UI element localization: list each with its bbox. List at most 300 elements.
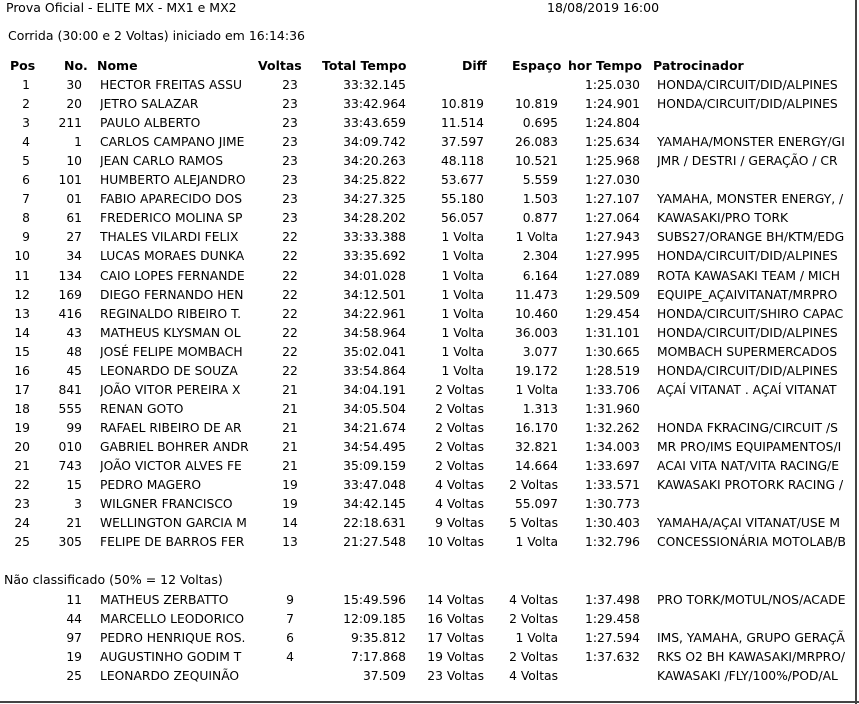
- cell-diff: 1 Volta: [441, 287, 484, 302]
- cell-total-time: 35:02.041: [343, 344, 406, 359]
- cell-gap: 10.521: [514, 154, 558, 169]
- table-row: [0, 286, 855, 305]
- cell-name: MARCELLO LEODORICO: [100, 612, 245, 627]
- table-row: [0, 648, 855, 667]
- cell-diff: 4 Voltas: [435, 478, 484, 493]
- cell-name: JOÃO VICTOR ALVES FE: [100, 459, 242, 473]
- cell-diff: 53.677: [440, 173, 484, 188]
- cell-pos: 16: [14, 363, 30, 378]
- cell-name: CAIO LOPES FERNANDE: [100, 268, 245, 283]
- cell-laps: 21: [282, 439, 298, 454]
- cell-name: FABIO APARECIDO DOS: [100, 192, 242, 207]
- cell-name: HECTOR FREITAS ASSU: [100, 78, 242, 92]
- report-datetime: 18/08/2019 16:00: [547, 0, 660, 15]
- cell-total-time: 34:04.191: [343, 382, 406, 397]
- not-classified-heading: Não classificado (50% = 12 Voltas): [4, 572, 223, 587]
- cell-no: 3: [74, 497, 82, 512]
- cell-sponsor: SUBS27/ORANGE BH/KTM/EDG: [657, 230, 845, 245]
- cell-pos: 25: [14, 535, 30, 550]
- cell-name: MATHEUS ZERBATTO: [100, 593, 229, 607]
- cell-sponsor: YAMAHA/AÇAI VITANAT/USE M: [657, 516, 840, 531]
- cell-best-lap: 1:33.706: [585, 382, 640, 397]
- cell-gap: 10.460: [514, 306, 558, 321]
- cell-name: JEAN CARLO RAMOS: [100, 154, 224, 169]
- cell-total-time: 34:28.202: [343, 211, 406, 226]
- cell-gap: 55.097: [514, 497, 558, 512]
- cell-laps: 19: [282, 478, 298, 493]
- table-row: [0, 343, 855, 362]
- cell-no: 841: [58, 382, 82, 397]
- cell-best-lap: 1:30.665: [585, 344, 640, 359]
- cell-pos: 2: [22, 97, 30, 112]
- cell-pos: 7: [22, 192, 30, 207]
- cell-total-time: 34:42.145: [343, 497, 406, 512]
- cell-pos: 14: [14, 325, 30, 340]
- cell-laps: 22: [282, 306, 298, 321]
- cell-diff: 48.118: [440, 154, 484, 169]
- cell-pos: 10: [14, 249, 30, 264]
- cell-diff: 10.819: [440, 97, 484, 112]
- table-row: [0, 591, 855, 610]
- cell-name: REGINALDO RIBEIRO T.: [100, 306, 242, 321]
- cell-name: GABRIEL BOHRER ANDR: [100, 439, 249, 454]
- cell-total-time: 21:27.548: [343, 535, 406, 550]
- cell-laps: 23: [282, 173, 298, 188]
- cell-no: 30: [66, 78, 82, 92]
- cell-laps: 23: [282, 97, 298, 112]
- cell-name: PAULO ALBERTO: [100, 116, 201, 131]
- table-row: [0, 476, 855, 495]
- cell-sponsor: HONDA/CIRCUIT/DID/ALPINES: [657, 97, 838, 112]
- cell-sponsor: JMR / DESTRI / GERAÇÃO / CR: [657, 154, 838, 169]
- cell-total-time: 7:17.868: [351, 650, 406, 665]
- cell-pos: 24: [14, 516, 30, 531]
- cell-no: 169: [58, 287, 82, 302]
- cell-total-time: 33:35.692: [343, 249, 406, 264]
- table-row: [0, 95, 855, 114]
- table-row: [0, 209, 855, 228]
- cell-pos: 17: [14, 382, 30, 397]
- table-row: [0, 152, 855, 171]
- cell-diff: 2 Voltas: [435, 439, 484, 454]
- cell-no: 19: [66, 650, 82, 665]
- col-best-lap: hor Tempo: [568, 58, 642, 73]
- cell-diff: 1 Volta: [441, 344, 484, 359]
- table-row: [0, 667, 855, 686]
- cell-diff: 4 Voltas: [435, 497, 484, 512]
- cell-sponsor: HONDA FKRACING/CIRCUIT /S: [657, 420, 838, 435]
- cell-sponsor: CONCESSIONÁRIA MOTOLAB/B: [657, 535, 846, 550]
- cell-total-time: 34:21.674: [343, 420, 406, 435]
- cell-pos: 19: [14, 420, 30, 435]
- bottom-border: [0, 701, 859, 703]
- cell-sponsor: HONDA/CIRCUIT/DID/ALPINES: [657, 78, 838, 92]
- table-row: [0, 457, 855, 476]
- cell-total-time: 34:12.501: [343, 287, 406, 302]
- cell-sponsor: HONDA/CIRCUIT/DID/ALPINES: [657, 249, 838, 264]
- cell-total-time: 34:54.495: [343, 439, 406, 454]
- cell-diff: 2 Voltas: [435, 401, 484, 416]
- cell-diff: 1 Volta: [441, 325, 484, 340]
- cell-no: 134: [58, 268, 82, 283]
- cell-laps: 23: [282, 116, 298, 131]
- cell-no: 48: [66, 344, 82, 359]
- cell-gap: 1.503: [522, 192, 558, 207]
- cell-sponsor: EQUIPE_AÇAIVITANAT/MRPRO: [657, 287, 838, 302]
- cell-diff: 1 Volta: [441, 249, 484, 264]
- cell-total-time: 12:09.185: [343, 612, 406, 627]
- cell-total-time: 34:01.028: [343, 268, 406, 283]
- cell-best-lap: 1:27.995: [585, 249, 640, 264]
- cell-gap: 0.877: [522, 211, 558, 226]
- table-row: [0, 267, 855, 286]
- cell-diff: 9 Voltas: [435, 516, 484, 531]
- table-row: [0, 171, 855, 190]
- cell-no: 27: [66, 230, 82, 245]
- cell-laps: 23: [282, 135, 298, 150]
- cell-best-lap: 1:34.003: [585, 439, 640, 454]
- cell-best-lap: 1:37.632: [585, 650, 640, 665]
- cell-no: 34: [66, 249, 82, 264]
- cell-total-time: 22:18.631: [343, 516, 406, 531]
- cell-sponsor: YAMAHA, MONSTER ENERGY, /: [657, 192, 844, 207]
- cell-diff: 1 Volta: [441, 268, 484, 283]
- cell-laps: 19: [282, 497, 298, 512]
- cell-total-time: 34:27.325: [343, 192, 406, 207]
- cell-diff: 1 Volta: [441, 306, 484, 321]
- table-row: [0, 324, 855, 343]
- cell-laps: 14: [282, 516, 298, 531]
- cell-diff: 1 Volta: [441, 363, 484, 378]
- cell-gap: 1 Volta: [515, 535, 558, 550]
- cell-laps: 22: [282, 363, 298, 378]
- cell-laps: 22: [282, 230, 298, 245]
- cell-sponsor: MR PRO/IMS EQUIPAMENTOS/I: [657, 439, 842, 454]
- cell-gap: 4 Voltas: [509, 669, 558, 684]
- cell-gap: 2 Voltas: [509, 612, 558, 627]
- cell-no: 555: [58, 401, 82, 416]
- cell-laps: 7: [286, 612, 294, 627]
- cell-sponsor: KAWASAKI PROTORK RACING /: [657, 478, 844, 493]
- cell-pos: 9: [22, 230, 30, 245]
- cell-total-time: 37.509: [362, 669, 406, 684]
- cell-sponsor: HONDA/CIRCUIT/SHIRO CAPAC: [657, 306, 844, 321]
- cell-total-time: 33:33.388: [343, 230, 406, 245]
- table-row: [0, 381, 855, 400]
- table-row: [0, 133, 855, 152]
- cell-laps: 23: [282, 78, 298, 92]
- cell-gap: 2 Voltas: [509, 650, 558, 665]
- cell-best-lap: 1:27.030: [585, 173, 640, 188]
- cell-name: PEDRO MAGERO: [100, 478, 202, 493]
- cell-no: 20: [66, 97, 82, 112]
- cell-best-lap: 1:27.064: [585, 211, 640, 226]
- cell-no: 10: [66, 154, 82, 169]
- table-row: [0, 400, 855, 419]
- cell-gap: 4 Voltas: [509, 593, 558, 607]
- cell-best-lap: 1:25.030: [585, 78, 640, 92]
- cell-sponsor: KAWASAKI/PRO TORK: [657, 211, 789, 226]
- cell-best-lap: 1:33.571: [585, 478, 640, 493]
- cell-gap: 16.170: [514, 420, 558, 435]
- cell-best-lap: 1:25.968: [585, 154, 640, 169]
- cell-best-lap: 1:27.107: [585, 192, 640, 207]
- cell-gap: 32.821: [514, 439, 558, 454]
- cell-no: 101: [58, 173, 82, 188]
- cell-no: 743: [58, 459, 82, 473]
- table-row: [0, 495, 855, 514]
- cell-no: 43: [66, 325, 82, 340]
- cell-name: JOSÉ FELIPE MOMBACH: [100, 344, 243, 359]
- col-gap: Espaço: [512, 58, 562, 73]
- cell-diff: 17 Voltas: [427, 631, 484, 646]
- cell-name: LEONARDO ZEQUINÃO: [100, 669, 240, 684]
- cell-laps: 22: [282, 287, 298, 302]
- cell-laps: 21: [282, 382, 298, 397]
- cell-sponsor: IMS, YAMAHA, GRUPO GERAÇÃ: [657, 631, 845, 646]
- cell-laps: 6: [286, 631, 294, 646]
- cell-pos: 20: [14, 439, 30, 454]
- cell-best-lap: 1:24.804: [585, 116, 640, 131]
- cell-name: PEDRO HENRIQUE ROS.: [100, 631, 246, 646]
- cell-no: 25: [66, 669, 82, 684]
- cell-sponsor: RKS O2 BH KAWASAKI/MRPRO/: [657, 650, 846, 665]
- table-row: [0, 362, 855, 381]
- cell-name: WILGNER FRANCISCO: [100, 497, 233, 512]
- cell-best-lap: 1:25.634: [585, 135, 640, 150]
- cell-laps: 22: [282, 249, 298, 264]
- cell-gap: 19.172: [514, 363, 558, 378]
- cell-total-time: 34:58.964: [343, 325, 406, 340]
- cell-name: JOÃO VITOR PEREIRA X: [100, 382, 241, 397]
- cell-gap: 1.313: [522, 401, 558, 416]
- cell-gap: 14.664: [514, 459, 558, 473]
- cell-name: DIEGO FERNANDO HEN: [100, 287, 244, 302]
- cell-name: FREDERICO MOLINA SP: [100, 211, 243, 226]
- cell-gap: 1 Volta: [515, 382, 558, 397]
- cell-laps: 23: [282, 192, 298, 207]
- cell-diff: 1 Volta: [441, 230, 484, 245]
- table-row: [0, 114, 855, 133]
- cell-laps: 23: [282, 154, 298, 169]
- cell-laps: 21: [282, 401, 298, 416]
- cell-diff: 11.514: [440, 116, 484, 131]
- cell-name: CARLOS CAMPANO JIME: [100, 135, 245, 150]
- col-laps: Voltas: [258, 58, 302, 73]
- cell-gap: 2 Voltas: [509, 478, 558, 493]
- col-no: No.: [64, 58, 88, 73]
- cell-best-lap: 1:29.509: [585, 287, 640, 302]
- cell-total-time: 34:20.263: [343, 154, 406, 169]
- cell-laps: 21: [282, 459, 298, 473]
- cell-name: RENAN GOTO: [100, 401, 184, 416]
- cell-no: 11: [66, 593, 82, 607]
- cell-sponsor: KAWASAKI /FLY/100%/POD/AL: [657, 669, 838, 684]
- cell-pos: 8: [22, 211, 30, 226]
- cell-best-lap: 1:33.697: [585, 459, 640, 473]
- cell-no: 010: [58, 439, 82, 454]
- cell-gap: 2.304: [522, 249, 558, 264]
- cell-sponsor: ACAI VITA NAT/VITA RACING/E: [657, 459, 839, 473]
- cell-total-time: 34:09.742: [343, 135, 406, 150]
- race-info: Corrida (30:00 e 2 Voltas) iniciado em 16:14:36: [8, 28, 305, 43]
- table-row: [0, 610, 855, 629]
- cell-laps: 23: [282, 211, 298, 226]
- cell-pos: 3: [22, 116, 30, 131]
- cell-pos: 18: [14, 401, 30, 416]
- cell-total-time: 33:42.964: [343, 97, 406, 112]
- cell-total-time: 33:54.864: [343, 363, 406, 378]
- col-sponsor: Patrocinador: [653, 58, 744, 73]
- cell-gap: 3.077: [522, 344, 558, 359]
- cell-gap: 26.083: [514, 135, 558, 150]
- cell-name: THALES VILARDI FELIX: [100, 230, 239, 245]
- cell-best-lap: 1:24.901: [585, 97, 640, 112]
- cell-name: HUMBERTO ALEJANDRO: [100, 173, 246, 188]
- cell-no: 45: [66, 363, 82, 378]
- cell-gap: 36.003: [514, 325, 558, 340]
- cell-gap: 5.559: [522, 173, 558, 188]
- cell-no: 1: [74, 135, 82, 150]
- cell-pos: 23: [14, 497, 30, 512]
- cell-laps: 9: [286, 593, 294, 607]
- cell-name: LEONARDO DE SOUZA: [100, 363, 238, 378]
- cell-total-time: 34:05.504: [343, 401, 406, 416]
- cell-laps: 22: [282, 268, 298, 283]
- cell-best-lap: 1:31.960: [585, 401, 640, 416]
- cell-no: 97: [66, 631, 82, 646]
- cell-no: 61: [66, 211, 82, 226]
- cell-name: RAFAEL RIBEIRO DE AR: [100, 420, 242, 435]
- cell-diff: 19 Voltas: [427, 650, 484, 665]
- cell-diff: 23 Voltas: [427, 669, 484, 684]
- table-row: [0, 305, 855, 324]
- col-total-time: Total Tempo: [322, 58, 407, 73]
- cell-no: 21: [66, 516, 82, 531]
- cell-best-lap: 1:29.454: [585, 306, 640, 321]
- cell-diff: 56.057: [440, 211, 484, 226]
- cell-no: 15: [66, 478, 82, 493]
- cell-name: LUCAS MORAES DUNKA: [100, 249, 245, 264]
- cell-name: JETRO SALAZAR: [100, 97, 199, 112]
- cell-name: WELLINGTON GARCIA M: [100, 516, 247, 531]
- cell-pos: 13: [14, 306, 30, 321]
- col-diff: Diff: [462, 58, 487, 73]
- table-row: [0, 419, 855, 438]
- cell-total-time: 33:47.048: [343, 478, 406, 493]
- cell-pos: 1: [22, 78, 30, 92]
- cell-pos: 12: [14, 287, 30, 302]
- cell-name: MATHEUS KLYSMAN OL: [100, 325, 241, 340]
- report-title: Prova Oficial - ELITE MX - MX1 e MX2: [6, 0, 237, 15]
- table-row: [0, 228, 855, 247]
- cell-gap: 6.164: [522, 268, 558, 283]
- table-row: [0, 76, 855, 95]
- cell-pos: 21: [14, 459, 30, 473]
- cell-diff: 2 Voltas: [435, 420, 484, 435]
- cell-total-time: 35:09.159: [343, 459, 406, 473]
- cell-total-time: 34:25.822: [343, 173, 406, 188]
- table-row: [0, 247, 855, 266]
- cell-total-time: 34:22.961: [343, 306, 406, 321]
- cell-no: 44: [66, 612, 82, 627]
- cell-name: FELIPE DE BARROS FER: [100, 535, 245, 550]
- cell-best-lap: 1:29.458: [585, 612, 640, 627]
- cell-pos: 11: [14, 268, 30, 283]
- cell-pos: 22: [14, 478, 30, 493]
- cell-diff: 37.597: [440, 135, 484, 150]
- cell-laps: 13: [282, 535, 298, 550]
- cell-no: 01: [66, 192, 82, 207]
- cell-best-lap: 1:31.101: [585, 325, 640, 340]
- cell-diff: 10 Voltas: [427, 535, 484, 550]
- cell-name: AUGUSTINHO GODIM T: [100, 650, 242, 665]
- cell-best-lap: 1:32.796: [585, 535, 640, 550]
- cell-best-lap: 1:30.403: [585, 516, 640, 531]
- cell-pos: 5: [22, 154, 30, 169]
- cell-total-time: 33:43.659: [343, 116, 406, 131]
- cell-sponsor: PRO TORK/MOTUL/NOS/ACADE: [657, 593, 846, 607]
- cell-gap: 11.473: [514, 287, 558, 302]
- cell-no: 416: [58, 306, 82, 321]
- cell-sponsor: MOMBACH SUPERMERCADOS: [657, 344, 838, 359]
- cell-diff: 16 Voltas: [427, 612, 484, 627]
- cell-gap: 5 Voltas: [509, 516, 558, 531]
- cell-best-lap: 1:30.773: [585, 497, 640, 512]
- cell-gap: 1 Volta: [515, 230, 558, 245]
- table-row: [0, 190, 855, 209]
- cell-total-time: 9:35.812: [351, 631, 406, 646]
- cell-best-lap: 1:27.089: [585, 268, 640, 283]
- cell-no: 211: [58, 116, 82, 131]
- cell-diff: 55.180: [440, 192, 484, 207]
- cell-best-lap: 1:37.498: [585, 593, 640, 607]
- cell-gap: 1 Volta: [515, 631, 558, 646]
- table-row: [0, 533, 855, 552]
- cell-no: 305: [58, 535, 82, 550]
- cell-sponsor: HONDA/CIRCUIT/DID/ALPINES: [657, 363, 838, 378]
- cell-total-time: 15:49.596: [343, 593, 406, 607]
- col-name: Nome: [97, 58, 138, 73]
- col-pos: Pos: [10, 58, 36, 73]
- cell-pos: 15: [14, 344, 30, 359]
- cell-sponsor: ROTA KAWASAKI TEAM / MICH: [657, 268, 840, 283]
- cell-sponsor: HONDA/CIRCUIT/DID/ALPINES: [657, 325, 838, 340]
- cell-pos: 6: [22, 173, 30, 188]
- cell-best-lap: 1:27.943: [585, 230, 640, 245]
- cell-no: 99: [66, 420, 82, 435]
- cell-best-lap: 1:32.262: [585, 420, 640, 435]
- cell-gap: 10.819: [514, 97, 558, 112]
- cell-best-lap: 1:28.519: [585, 363, 640, 378]
- cell-laps: 21: [282, 420, 298, 435]
- table-row: [0, 514, 855, 533]
- table-row: [0, 629, 855, 648]
- cell-total-time: 33:32.145: [343, 78, 406, 92]
- cell-sponsor: AÇAÍ VITANAT . AÇAÍ VITANAT: [657, 382, 837, 397]
- cell-laps: 4: [286, 650, 294, 665]
- cell-best-lap: 1:27.594: [585, 631, 640, 646]
- cell-gap: 0.695: [522, 116, 558, 131]
- cell-pos: 4: [22, 135, 30, 150]
- cell-laps: 22: [282, 325, 298, 340]
- cell-diff: 2 Voltas: [435, 459, 484, 473]
- cell-sponsor: YAMAHA/MONSTER ENERGY/GI: [657, 135, 845, 150]
- table-row: [0, 438, 855, 457]
- cell-diff: 14 Voltas: [427, 593, 484, 607]
- cell-laps: 22: [282, 344, 298, 359]
- cell-diff: 2 Voltas: [435, 382, 484, 397]
